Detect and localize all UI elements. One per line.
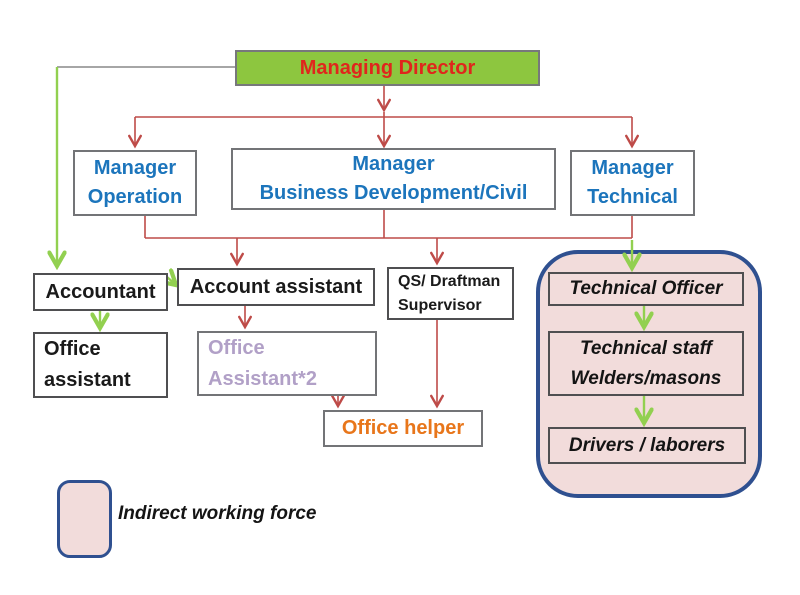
node-label-line: Welders/masons	[570, 367, 722, 389]
node-office-helper	[323, 410, 483, 447]
node-manager-business-development	[231, 148, 556, 210]
node-label: Account assistant	[189, 275, 363, 298]
node-label: Managing Director	[299, 56, 476, 79]
node-label-line: Supervisor	[398, 296, 482, 314]
node-office-assistant	[33, 332, 168, 398]
node-technical-officer	[548, 272, 744, 306]
node-label-line: Assistant*2	[208, 367, 317, 390]
node-label: Accountant	[45, 280, 156, 303]
node-manager-operation	[73, 150, 197, 216]
legend-indirect-swatch	[57, 480, 112, 558]
node-qs-draftman-supervisor	[387, 267, 514, 320]
node-label: Drivers / laborers	[568, 434, 726, 456]
node-drivers-laborers	[548, 427, 746, 464]
node-label-line: QS/ Draftman	[398, 272, 501, 290]
node-label: Office helper	[341, 417, 465, 439]
node-label-line: Manager	[93, 157, 177, 179]
legend-indirect-label: Indirect working force	[118, 503, 317, 524]
node-label-line: Business Development/Civil	[259, 182, 528, 204]
node-manager-technical	[570, 150, 695, 216]
node-label-line: assistant	[44, 369, 131, 391]
node-technical-staff	[548, 331, 744, 396]
node-label-line: Technical staff	[580, 337, 712, 359]
node-managing-director	[235, 50, 540, 86]
node-label: Technical Officer	[569, 278, 723, 299]
node-label-line: Office	[44, 338, 101, 360]
node-label-line: Manager	[591, 157, 674, 179]
node-label-line: Office	[208, 336, 265, 359]
node-office-assistant-x2	[197, 331, 377, 396]
node-label-line: Technical	[587, 186, 678, 208]
node-account-assistant	[177, 268, 375, 306]
node-label-line: Operation	[87, 186, 183, 208]
node-accountant	[33, 273, 168, 311]
node-label-line: Manager	[352, 153, 435, 175]
green-arrow-accountant-to-account-assistant	[167, 277, 176, 285]
